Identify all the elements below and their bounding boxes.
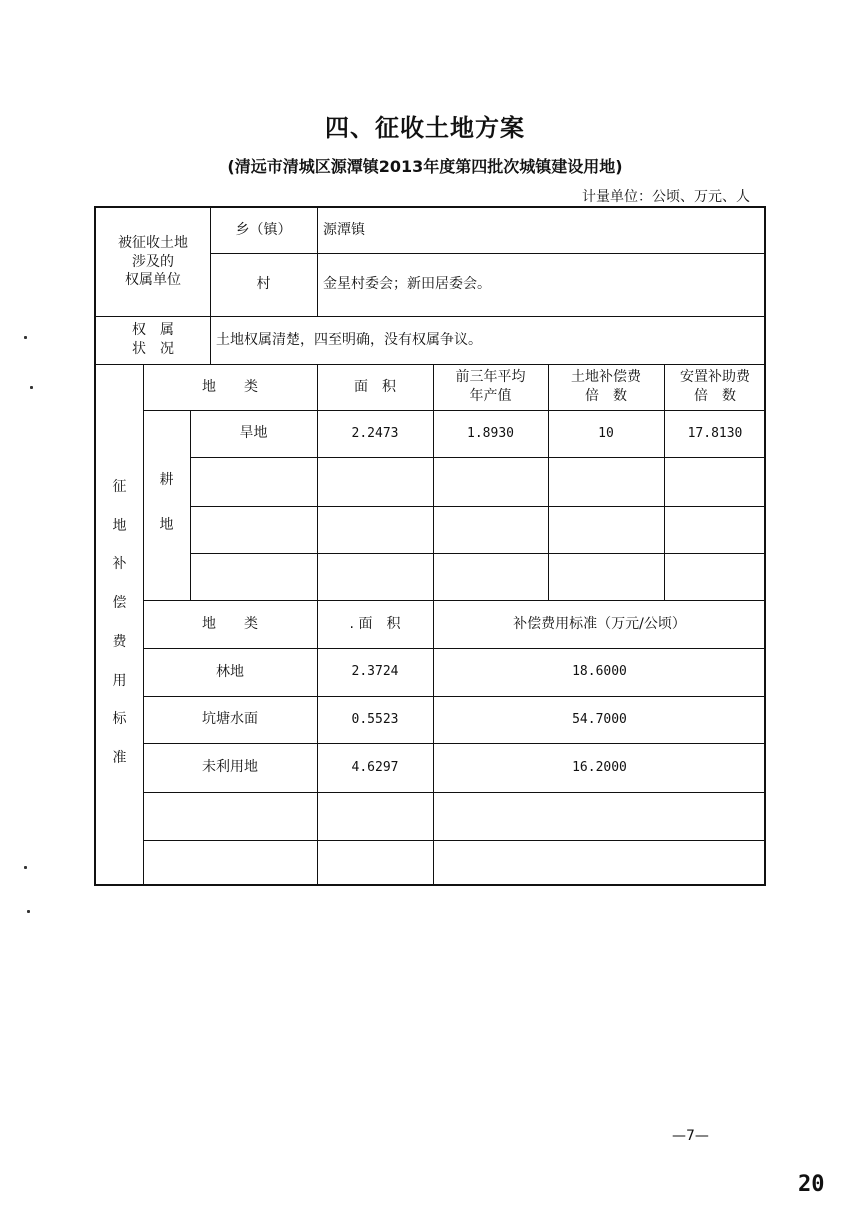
compensation-standard-label: 征 地 补 偿 费 用 标 准	[112, 478, 127, 767]
table-row-avg-output: 1.8930	[467, 425, 514, 441]
ownership-status-label: 权 属 状 况	[132, 322, 174, 357]
table-row-type: 未利用地	[202, 759, 258, 776]
header2-land-type: 地 类	[202, 615, 258, 632]
township-value: 源潭镇	[323, 222, 365, 239]
land-acquisition-table	[94, 206, 766, 886]
table-row-area: 4.6297	[351, 759, 399, 775]
owner-unit-label: 被征收土地 涉及的 权属单位	[118, 234, 188, 289]
table-row-type: 旱地	[239, 425, 268, 442]
table-row-area: 2.2473	[351, 425, 399, 441]
header-land-multiple: 土地补偿费 倍 数	[571, 369, 641, 404]
table-row-standard: 16.2000	[572, 759, 627, 775]
header-avg-output: 前三年平均 年产值	[455, 369, 526, 404]
header-resettle-multiple: 安置补助费 倍 数	[680, 369, 750, 404]
village-label: 村	[256, 276, 271, 293]
village-value: 金星村委会；新田居委会。	[323, 276, 491, 293]
table-row-standard: 54.7000	[572, 711, 627, 727]
table-row-area: 0.5523	[351, 711, 399, 727]
scan-speck	[27, 910, 30, 913]
header-land-type: 地 类	[202, 378, 258, 395]
table-row-land-multiple: 10	[598, 425, 614, 441]
page-title: 四、征收土地方案	[325, 114, 525, 142]
cultivated-land-label: 耕 地	[159, 472, 174, 534]
scan-speck	[24, 866, 27, 869]
table-row-area: 2.3724	[351, 664, 399, 680]
ownership-status-value: 土地权属清楚，四至明确，没有权属争议。	[216, 331, 482, 348]
header-area: 面 积	[354, 378, 396, 395]
table-row-resettle-multiple: 17.8130	[687, 425, 743, 441]
header2-standard: 补偿费用标准（万元/公顷）	[513, 615, 686, 632]
measurement-unit: 计量单位：公顷、万元、人	[582, 189, 750, 205]
table-row-standard: 18.6000	[572, 664, 627, 680]
township-label: 乡（镇）	[235, 222, 292, 239]
sheet-number: 20	[798, 1172, 825, 1197]
page-number: —7—	[672, 1128, 709, 1144]
scan-speck	[24, 336, 27, 339]
table-row-type: 林地	[216, 663, 244, 680]
page-subtitle: (清远市清城区源潭镇2013年度第四批次城镇建设用地)	[227, 157, 623, 176]
table-row-type: 坑塘水面	[202, 711, 258, 728]
scan-speck	[30, 386, 33, 389]
header2-area: . 面 积	[349, 615, 401, 632]
